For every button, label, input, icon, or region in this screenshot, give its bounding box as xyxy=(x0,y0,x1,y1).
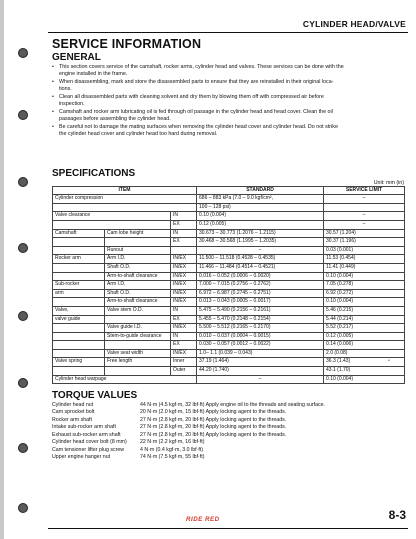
cell-limit: 0.12 (0.005) xyxy=(324,332,405,341)
cell-standard: 0.013 – 0.043 (0.0005 – 0.0017) xyxy=(197,298,324,307)
cell-limit: 2.0 (0.08) xyxy=(324,349,405,358)
cell-subitem xyxy=(105,315,171,324)
table-header-row xyxy=(53,187,405,195)
cell-limit: 36.3 (1.43) xyxy=(324,358,405,367)
table-row xyxy=(53,246,405,255)
cell-subitem: Cam lobe height xyxy=(105,229,171,238)
cell-side: IN/EX xyxy=(171,324,197,333)
torque-values-heading: TORQUE VALUES xyxy=(52,390,138,401)
cell-item: Sub-rocker xyxy=(53,281,105,290)
bullet-dot: • xyxy=(52,78,54,85)
binder-hole xyxy=(18,243,28,253)
table-row xyxy=(53,315,405,324)
cell-standard: 11.466 – 11.484 (0.4514 – 0.4521) xyxy=(197,263,324,272)
cell-limit: 0.10 (0.004) xyxy=(324,298,405,307)
cell-side: EX xyxy=(171,238,197,247)
bullet-text: tions. xyxy=(59,86,72,93)
cell-side: Outer xyxy=(171,367,197,376)
cell-side: IN/EX xyxy=(171,349,197,358)
cell-item xyxy=(53,246,105,255)
bullet-line xyxy=(52,79,402,86)
cell-item xyxy=(53,349,105,358)
torque-item: Cylinder head nut xyxy=(52,402,94,408)
table-row xyxy=(53,298,405,307)
cell-standard: 5.455 – 5.470 (0.2148 – 0.2154) xyxy=(197,315,324,324)
header-service-limit: SERVICE LIMIT xyxy=(324,187,405,195)
cell-item: Cylinder compression xyxy=(53,195,197,204)
bullet-dot: • xyxy=(52,64,54,70)
bullet-text: engine installed in the frame. xyxy=(59,71,128,78)
cell-side: IN xyxy=(171,332,197,341)
table-row xyxy=(53,289,405,298)
cell-subitem xyxy=(105,341,171,350)
torque-item: Upper engine hanger nut xyxy=(52,454,111,461)
cell-subitem: Arm I.D. xyxy=(105,281,171,290)
cell-side: EX xyxy=(171,341,197,350)
table-row xyxy=(53,255,405,264)
footer-rule xyxy=(48,528,408,529)
bullet-text: When disassembling, mark and store the disassembled parts to ensure that they are reinstalled in their original loca- xyxy=(59,78,334,85)
cell-standard: – xyxy=(197,375,324,384)
cell-subitem: Arm-to-shaft clearance xyxy=(105,298,171,307)
cell-subitem xyxy=(105,238,171,247)
header-standard: STANDARD xyxy=(197,187,324,195)
bullet-line xyxy=(52,64,402,71)
cell-standard: – xyxy=(197,246,324,255)
table-row xyxy=(53,324,405,333)
torque-value: 27 N·m (2.8 kgf·m, 20 lbf·ft) Apply locking agent to the threads. xyxy=(140,416,287,423)
torque-item: Exhaust sub-rocker arm shaft xyxy=(52,431,121,438)
cell-item: valve guide xyxy=(53,315,105,324)
unit-note: Unit: mm (in) xyxy=(373,180,404,186)
cell-standard: 30.468 – 30.568 (1.1995 – 1.2035) xyxy=(197,238,324,247)
bullet-dot xyxy=(52,86,59,93)
cell-side: EX xyxy=(171,315,197,324)
cell-item: Camshaft xyxy=(53,229,105,238)
margin-mark: • xyxy=(388,358,390,364)
binder-hole xyxy=(18,311,28,321)
cell-limit: – xyxy=(324,212,405,221)
bullet-text: This section covers service of the camshaft, rocker arms, cylinder head and valves. These services can be done with the xyxy=(59,64,344,70)
bullet-line xyxy=(52,109,402,116)
cell-limit: 0.14 (0.006) xyxy=(324,341,405,350)
page-header-title: CYLINDER HEAD/VALVE xyxy=(302,19,406,29)
table-row xyxy=(53,375,405,384)
cell-subitem xyxy=(105,367,171,376)
bullet-dot xyxy=(52,71,59,78)
table-row xyxy=(53,212,405,221)
specifications-heading: SPECIFICATIONS xyxy=(52,168,136,179)
cell-side: IN/EX xyxy=(171,298,197,307)
section-title: SERVICE INFORMATION xyxy=(52,37,202,51)
cell-limit: 5.46 (0.215) xyxy=(324,306,405,315)
table-row xyxy=(53,306,405,315)
ride-red-logo: RIDE RED xyxy=(186,516,220,523)
bullet-text: passages before assembling the cylinder head. xyxy=(59,116,171,123)
bullet-dot: • xyxy=(52,123,54,130)
table-row xyxy=(53,358,405,367)
torque-row xyxy=(52,454,407,461)
table-row xyxy=(53,341,405,350)
cell-limit: 0.10 (0.004) xyxy=(324,272,405,281)
bullet-line xyxy=(52,86,402,93)
cell-limit: 0.10 (0.004) xyxy=(324,375,405,384)
torque-item: Rocker arm shaft xyxy=(52,416,92,423)
cell-side: IN xyxy=(171,212,197,221)
cell-item xyxy=(53,324,105,333)
general-heading: GENERAL xyxy=(52,52,101,63)
cell-side xyxy=(171,246,197,255)
binder-hole xyxy=(18,503,28,513)
binder-hole xyxy=(18,378,28,388)
cell-standard: 1.0– 1.1 (0.039 – 0.043) xyxy=(197,349,324,358)
cell-limit: 0.03 (0.001) xyxy=(324,246,405,255)
table-row xyxy=(53,349,405,358)
cell-subitem: Arm-to-shaft clearance xyxy=(105,272,171,281)
torque-item: Intake sub-rocker arm shaft xyxy=(52,424,116,431)
cell-limit xyxy=(324,203,405,212)
torque-value: 44 N·m (4.5 kgf·m, 32 lbf·ft) Apply engine oil to the threads and seating surface. xyxy=(140,402,326,408)
cell-standard: 0.016 – 0.052 (0.0006 – 0.0020) xyxy=(197,272,324,281)
bullet-dot xyxy=(52,131,59,138)
bullet-text: Be careful not to damage the mating surfaces when removing the cylinder head cover and cylinder head. Do not strike xyxy=(59,123,338,130)
cell-limit: 6.92 (0.272) xyxy=(324,289,405,298)
cell-subitem: Valve stem O.D. xyxy=(105,306,171,315)
cell-item: Rocker arm xyxy=(53,255,105,264)
cell-standard: 6.972 – 6.987 (0.2745 – 0.2751) xyxy=(197,289,324,298)
cell-item: Valve spring xyxy=(53,358,105,367)
binder-hole xyxy=(18,48,28,58)
specifications-table xyxy=(52,186,405,384)
torque-value: 27 N·m (2.8 kgf·m, 20 lbf·ft) Apply locking agent to the threads. xyxy=(140,431,287,438)
bullet-line xyxy=(52,124,402,131)
cell-standard: 7.000 – 7.015 (0.2756 – 0.2762) xyxy=(197,281,324,290)
cell-subitem: Stem-to-guide clearance xyxy=(105,332,171,341)
cell-subitem: Runout xyxy=(105,246,171,255)
cell-standard: 44.20 (1.740) xyxy=(197,367,324,376)
torque-row xyxy=(52,447,407,454)
bullet-line xyxy=(52,71,402,78)
cell-item xyxy=(53,220,171,229)
cell-item xyxy=(53,332,105,341)
cell-item xyxy=(53,263,105,272)
bullet-line xyxy=(52,94,402,101)
page-number: 8-3 xyxy=(388,508,406,522)
torque-value: 74 N·m (7.5 kgf·m, 55 lbf·ft) xyxy=(140,454,205,461)
torque-value: 27 N·m (2.8 kgf·m, 20 lbf·ft) Apply locking agent to the threads. xyxy=(140,424,287,431)
cell-side: IN xyxy=(171,229,197,238)
torque-item: Cam tensioner lifter plug screw xyxy=(52,446,125,453)
cell-standard: 0.10 (0.004) xyxy=(197,212,324,221)
bullet-line xyxy=(52,101,402,108)
table-row xyxy=(53,229,405,238)
cell-limit: 43.1 (1.70) xyxy=(324,367,405,376)
torque-values-list xyxy=(52,402,407,462)
cell-limit: 5.52 (0.217) xyxy=(324,324,405,333)
cell-item xyxy=(53,341,105,350)
bullet-dot: • xyxy=(52,108,54,115)
cell-side: IN/EX xyxy=(171,255,197,264)
cell-item xyxy=(53,298,105,307)
torque-item: Cylinder head cover bolt (8 mm) xyxy=(52,439,127,446)
cell-subitem: Valve guide I.D. xyxy=(105,324,171,333)
cell-standard: 0.030 – 0.057 (0.0012 – 0.0022) xyxy=(197,341,324,350)
cell-side: IN xyxy=(171,306,197,315)
binder-hole xyxy=(18,177,28,187)
cell-limit: 7.05 (0.278) xyxy=(324,281,405,290)
cell-side: IN/EX xyxy=(171,289,197,298)
cell-item: arm xyxy=(53,289,105,298)
general-bullet-list xyxy=(52,64,402,139)
binder-hole xyxy=(18,443,28,453)
cell-limit: 30.37 (1.196) xyxy=(324,238,405,247)
torque-row xyxy=(52,409,407,416)
cell-subitem: Valve seat width xyxy=(105,349,171,358)
bullet-dot xyxy=(52,101,59,108)
cell-standard: 5.500 – 5.512 (0.2165 – 0.2170) xyxy=(197,324,324,333)
cell-item xyxy=(53,203,197,212)
torque-row xyxy=(52,439,407,446)
torque-row xyxy=(52,424,407,431)
cell-limit: – xyxy=(324,220,405,229)
torque-value: 20 N·m (2.0 kgf·m, 15 lbf·ft) Apply locking agent to the threads. xyxy=(140,409,287,416)
cell-limit: 5.44 (0.214) xyxy=(324,315,405,324)
bullet-text: the cylinder head cover and cylinder head too hard during removal. xyxy=(59,131,218,138)
cell-standard: 686 – 883 kPa (7.0 – 9.0 kgf/cm², xyxy=(197,195,324,204)
binding-edge xyxy=(0,0,4,539)
torque-row xyxy=(52,402,407,409)
cell-item: Valve, xyxy=(53,306,105,315)
torque-row xyxy=(52,432,407,439)
cell-standard: 0.12 (0.005) xyxy=(197,220,324,229)
cell-side: IN/EX xyxy=(171,272,197,281)
cell-subitem: Free length xyxy=(105,358,171,367)
bullet-dot: • xyxy=(52,93,54,100)
cell-item xyxy=(53,238,105,247)
bullet-text: inspection. xyxy=(59,101,85,108)
table-row xyxy=(53,272,405,281)
table-row xyxy=(53,220,405,229)
cell-standard: 30.673 – 30.773 (1.2076 – 1.2115) xyxy=(197,229,324,238)
cell-limit: 11.41 (0.449) xyxy=(324,263,405,272)
torque-item: Cam sprocket bolt xyxy=(52,409,95,416)
cell-limit: 30.57 (1.204) xyxy=(324,229,405,238)
torque-value: 22 N·m (2.2 kgf·m, 16 lbf·ft) xyxy=(140,439,205,446)
cell-standard: 100 – 128 psi) xyxy=(197,203,324,212)
bullet-line xyxy=(52,116,402,123)
torque-row xyxy=(52,417,407,424)
cell-side: Inner xyxy=(171,358,197,367)
bullet-text: Clean all disassembled parts with cleaning solvent and dry them by blowing them off with compressed air before xyxy=(59,93,324,100)
bullet-text: Camshaft and rocker arm lubricating oil is fed through oil passage in the cylinder head and head cover. Clean the oil xyxy=(59,108,333,115)
header-rule xyxy=(48,32,408,33)
cell-standard: 5.475 – 5.490 (0.2156 – 0.2161) xyxy=(197,306,324,315)
cell-item: Valve clearance xyxy=(53,212,171,221)
cell-subitem: Arm I.D. xyxy=(105,255,171,264)
cell-standard: 11.500 – 11.518 (0.4528 – 0.4535) xyxy=(197,255,324,264)
table-row xyxy=(53,203,405,212)
table-row xyxy=(53,238,405,247)
cell-subitem: Shaft O.D. xyxy=(105,263,171,272)
table-row xyxy=(53,332,405,341)
header-item: ITEM xyxy=(53,187,197,195)
table-row xyxy=(53,195,405,204)
cell-standard: 0.010 – 0.037 (0.0004 – 0.0015) xyxy=(197,332,324,341)
binder-hole xyxy=(18,110,28,120)
cell-subitem: Shaft O.D. xyxy=(105,289,171,298)
cell-side: EX xyxy=(171,220,197,229)
torque-value: 4 N·m (0.4 kgf·m, 3.0 lbf·ft) xyxy=(140,446,204,453)
cell-item xyxy=(53,367,105,376)
cell-side: IN/EX xyxy=(171,281,197,290)
cell-limit: – xyxy=(324,195,405,204)
cell-limit: 11.53 (0.454) xyxy=(324,255,405,264)
cell-item: Cylinder head warpage xyxy=(53,375,197,384)
bullet-line xyxy=(52,131,402,138)
table-row xyxy=(53,367,405,376)
cell-standard: 37.19 (1.464) xyxy=(197,358,324,367)
table-row xyxy=(53,281,405,290)
cell-item xyxy=(53,272,105,281)
cell-side: IN/EX xyxy=(171,263,197,272)
table-row xyxy=(53,263,405,272)
bullet-dot xyxy=(52,116,59,123)
